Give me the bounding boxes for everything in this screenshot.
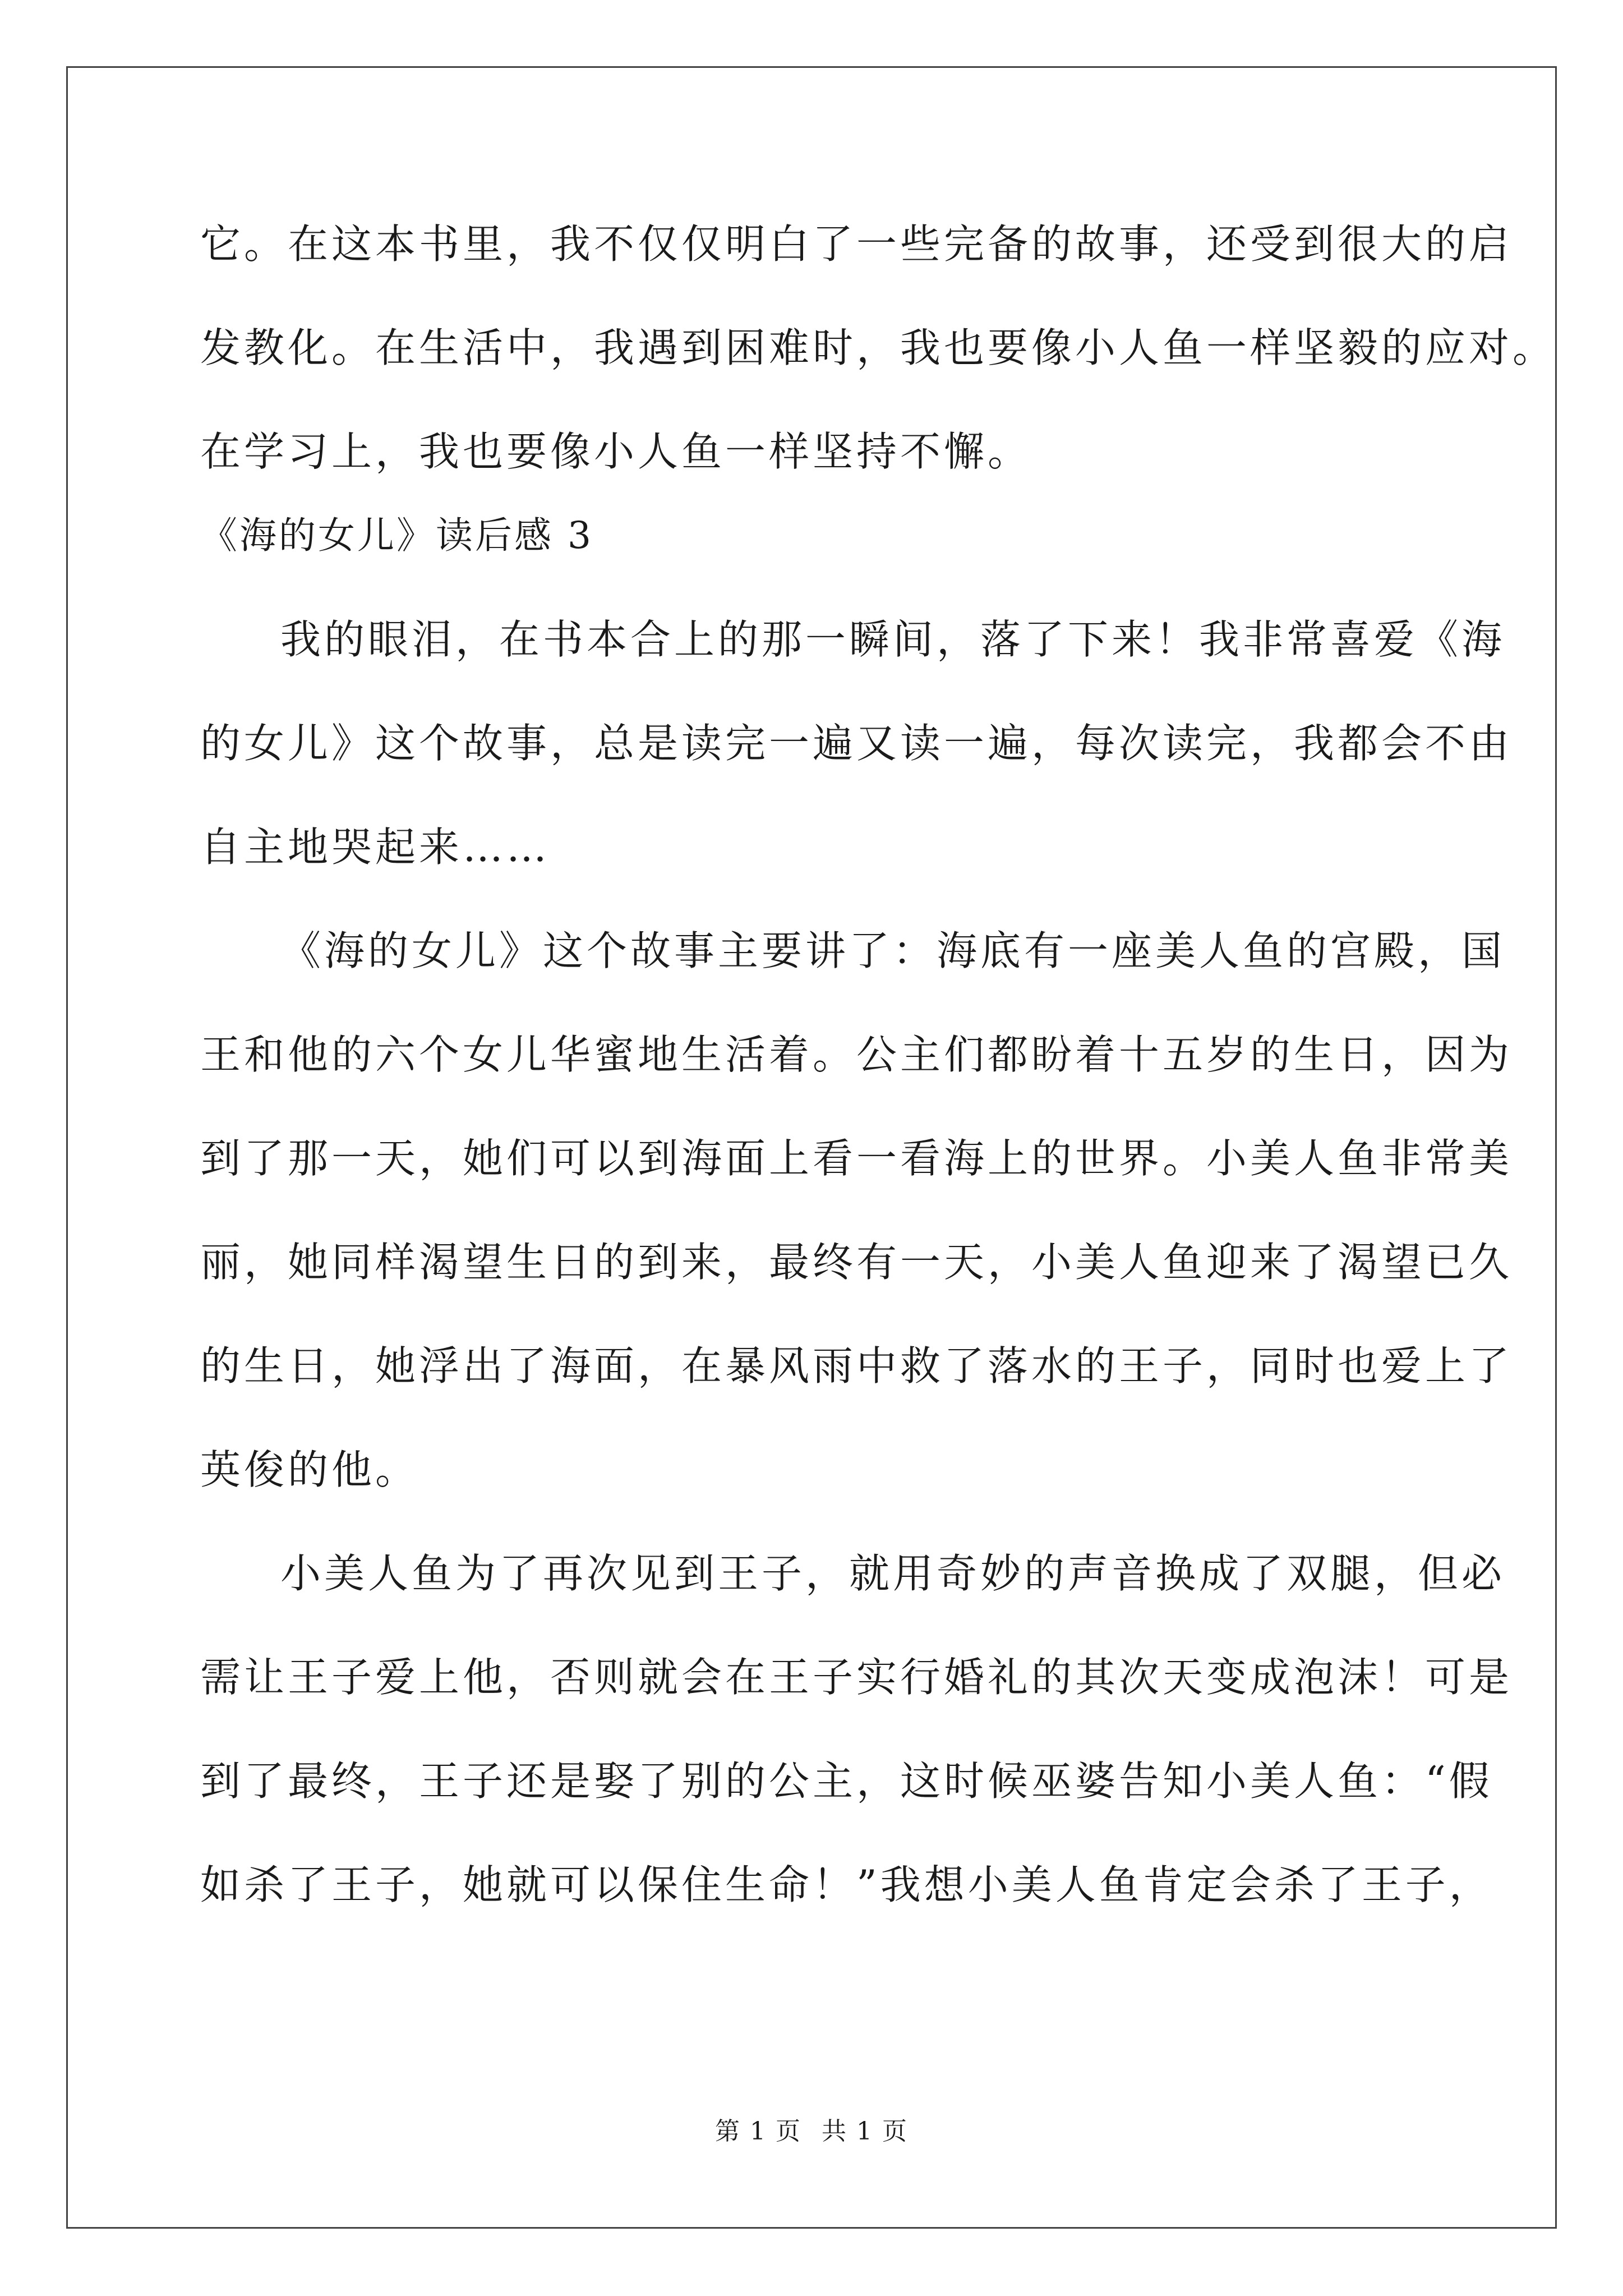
- text-line: 英俊的他。: [200, 1446, 419, 1493]
- text-line: 发教化。在生活中，我遇到困难时，我也要像小人鱼一样坚毅的应对。: [200, 324, 1557, 371]
- text-line: 的生日，她浮出了海面，在暴风雨中救了落水的王子，同时也爱上了: [200, 1342, 1513, 1389]
- text-line: 需让王子爱上他，否则就会在王子实行婚礼的其次天变成泡沫！可是: [200, 1654, 1513, 1701]
- page-total: 共 1 页: [822, 2117, 908, 2146]
- text-line: 的女儿》这个故事，总是读完一遍又读一遍，每次读完，我都会不由: [200, 720, 1513, 767]
- text-line: 在学习上，我也要像小人鱼一样坚持不懈。: [200, 428, 1032, 475]
- text-line: 到了那一天，她们可以到海面上看一看海上的世界。小美人鱼非常美: [200, 1135, 1513, 1182]
- page-footer: [0, 2115, 1623, 2148]
- text-line: 它。在这本书里，我不仅仅明白了一些完备的故事，还受到很大的启: [200, 220, 1513, 268]
- text-line: 小美人鱼为了再次见到王子，就用奇妙的声音换成了双腿，但必: [280, 1550, 1506, 1597]
- section-heading: 《海的女儿》读后感 3: [200, 514, 593, 557]
- text-line: 自主地哭起来……: [200, 823, 551, 871]
- text-line: 如杀了王子，她就可以保住生命！”我想小美人鱼肯定会杀了王子，: [200, 1861, 1493, 1908]
- text-line: 王和他的六个女儿华蜜地生活着。公主们都盼着十五岁的生日，因为: [200, 1031, 1513, 1078]
- page-number: 第 1 页: [715, 2117, 801, 2146]
- text-line: 《海的女儿》这个故事主要讲了：海底有一座美人鱼的宫殿，国: [280, 927, 1506, 974]
- text-line: 到了最终，王子还是娶了别的公主，这时候巫婆告知小美人鱼：“假: [200, 1757, 1493, 1805]
- text-line: 丽，她同样渴望生日的到来，最终有一天，小美人鱼迎来了渴望已久: [200, 1239, 1513, 1286]
- text-line: 我的眼泪，在书本合上的那一瞬间，落了下来！我非常喜爱《海: [280, 616, 1506, 663]
